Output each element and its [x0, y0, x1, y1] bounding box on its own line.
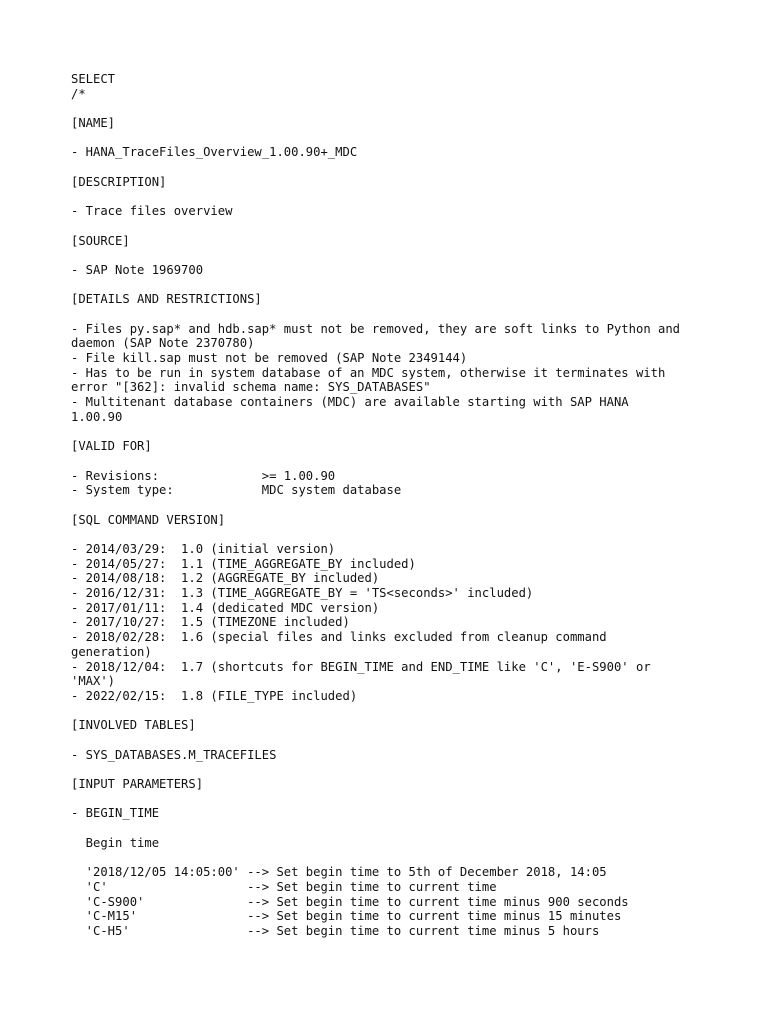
text-line: - File kill.sap must not be removed (SAP Note 2349144)	[71, 351, 468, 366]
section-heading: [VALID FOR]	[71, 439, 152, 454]
parameter-example-line: 'C-M15' --> Set begin time to current time minus 15 minutes	[71, 909, 622, 924]
text-line: - Revisions: >= 1.00.90	[71, 468, 336, 483]
section-heading: [DESCRIPTION]	[71, 174, 167, 189]
text-line	[71, 704, 711, 719]
text-line: - HANA_TraceFiles_Overview_1.00.90+_MDC	[71, 145, 358, 160]
text-line	[71, 248, 711, 263]
text-line	[71, 219, 711, 234]
text-line: - BEGIN_TIME	[71, 806, 160, 821]
text-line: - Multitenant database containers (MDC) are available starting with SAP HANA	[71, 395, 629, 410]
version-line: - 2016/12/31: 1.3 (TIME_AGGREGATE_BY = 'TS<seconds>' included)	[71, 586, 534, 601]
text-line: - Has to be run in system database of an MDC system, otherwise it terminates with	[71, 365, 666, 380]
text-line: error "[362]: invalid schema name: SYS_DATABASES"	[71, 380, 431, 395]
text-line	[71, 850, 711, 865]
text-line: Begin time	[71, 835, 160, 850]
version-line: - 2014/08/18: 1.2 (AGGREGATE_BY included)	[71, 571, 380, 586]
text-line	[71, 160, 711, 175]
text-line: - SAP Note 1969700	[71, 262, 204, 277]
text-line	[71, 821, 711, 836]
text-line	[71, 792, 711, 807]
text-line	[71, 278, 711, 293]
version-line: generation)	[71, 644, 152, 659]
section-heading: [NAME]	[71, 116, 116, 131]
version-line: - 2018/12/04: 1.7 (shortcuts for BEGIN_TIME and END_TIME like 'C', 'E-S900' or	[71, 659, 651, 674]
text-line: /*	[71, 86, 86, 101]
text-line: - System type: MDC system database	[71, 483, 402, 498]
text-line: - Files py.sap* and hdb.sap* must not be removed, they are soft links to Python and	[71, 321, 681, 336]
section-heading: [INVOLVED TABLES]	[71, 718, 196, 733]
text-line	[71, 101, 711, 116]
text-line: - SYS_DATABASES.M_TRACEFILES	[71, 747, 277, 762]
section-heading: [INPUT PARAMETERS]	[71, 777, 204, 791]
version-line: 'MAX')	[71, 674, 116, 689]
text-line: daemon (SAP Note 2370780)	[71, 336, 255, 351]
version-line: - 2017/01/11: 1.4 (dedicated MDC version)	[71, 600, 380, 615]
parameter-example-line: 'C-S900' --> Set begin time to current time minus 900 seconds	[71, 894, 629, 909]
version-line: - 2014/05/27: 1.1 (TIME_AGGREGATE_BY included)	[71, 556, 416, 571]
text-line	[71, 131, 711, 146]
text-line	[71, 762, 711, 777]
parameter-example-line: '2018/12/05 14:05:00' --> Set begin time to 5th of December 2018, 14:05	[71, 865, 607, 880]
text-line	[71, 454, 711, 469]
text-line	[71, 190, 711, 205]
parameter-example-line: 'C-H5' --> Set begin time to current time minus 5 hours	[71, 923, 600, 938]
section-heading: [SQL COMMAND VERSION]	[71, 512, 226, 527]
text-line	[71, 425, 711, 440]
section-heading: [SOURCE]	[71, 233, 130, 248]
section-heading: [DETAILS AND RESTRICTIONS]	[71, 292, 262, 307]
text-line	[71, 733, 711, 748]
text-line	[71, 307, 711, 322]
version-line: - 2017/10/27: 1.5 (TIMEZONE included)	[71, 615, 350, 630]
version-line: - 2018/02/28: 1.6 (special files and links excluded from cleanup command	[71, 630, 607, 645]
document-page	[71, 72, 711, 939]
text-line: - Trace files overview	[71, 204, 233, 219]
text-line	[71, 527, 711, 542]
version-line: - 2022/02/15: 1.8 (FILE_TYPE included)	[71, 688, 358, 703]
version-line: - 2014/03/29: 1.0 (initial version)	[71, 542, 336, 556]
text-line	[71, 498, 711, 513]
parameter-example-line: 'C' --> Set begin time to current time	[71, 879, 497, 894]
text-line: 1.00.90	[71, 409, 123, 424]
text-line: SELECT	[71, 72, 116, 86]
